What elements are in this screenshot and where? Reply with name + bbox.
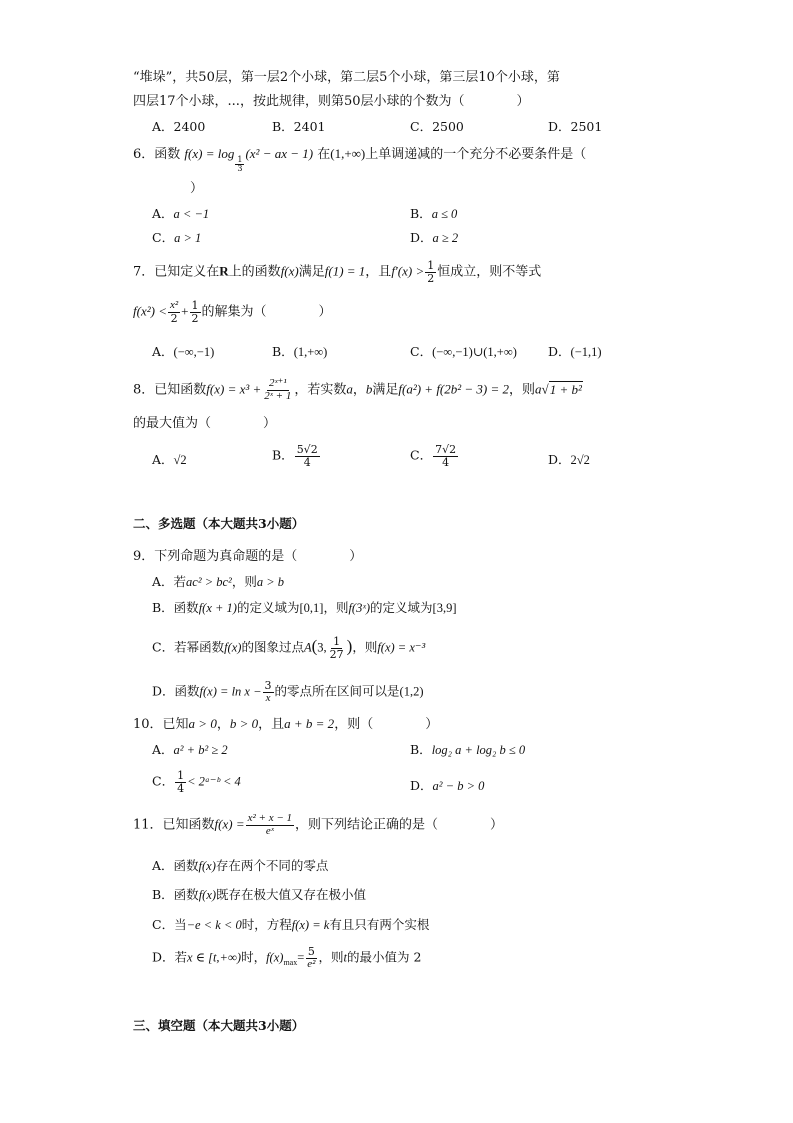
q5-option-b: B．2401 <box>272 119 326 134</box>
q8-option-a: A．√2 <box>152 452 187 467</box>
q10-option-c: C． $\frac{1}{4}$ < 2ᵃ⁻ᵇ < 4 <box>152 769 241 795</box>
q6-text: 在 <box>317 147 331 162</box>
q6-stem <box>133 146 586 173</box>
q5-option-a: A．2400 <box>152 119 206 134</box>
q11-option-b: B．函数f(x)既存在极大值又存在极小值 <box>152 887 367 902</box>
q6-option-d: D．a ≥ 2 <box>410 230 459 245</box>
q6-option-b: B．a ≤ 0 <box>410 206 458 221</box>
q5-line1: “堆垛”，共50层，第一层2个小球，第二层5个小球，第三层10个小球，第 <box>133 70 560 85</box>
q7-inequality: f(x²) < $\frac{\text{x²}}{2}$ + $\frac{1}{2}$ 的解集为（ ） <box>133 299 332 325</box>
q9-option-b: B．函数f(x + 1)的定义域为[0,1]，则f(3ˣ)的定义域为[3,9] <box>152 600 457 615</box>
q9-stem: 9．下列命题为真命题的是（ ） <box>133 549 363 564</box>
q11-option-c: C．当−e < k < 0时，方程f(x) = k有且只有两个实根 <box>152 917 430 932</box>
q9-option-c: C．若幂函数f(x)的图象过点A(3, $\frac{1}{27}$ )，则f(x) = x⁻³ <box>152 635 426 661</box>
q6-num: 6．函数 <box>133 147 181 162</box>
q6-interval: (1,+∞) <box>330 146 366 161</box>
q11-stem: 11．已知函数f(x) = $\frac{\text{x² + x − 1}}{\text{eˣ}}$ ，则下列结论正确的是（ ） <box>133 812 504 837</box>
q10-option-d: D．a² − b > 0 <box>410 778 485 793</box>
q10-option-b: B．log₂ a + log₂ b ≤ 0 <box>410 742 526 757</box>
q6-tail: 上单调递减的一个充分不必要条件是（ <box>365 147 587 162</box>
q9-option-d: D．函数f(x) = ln x − $\frac{3}{x}$ 的零点所在区间可以是(1,2) <box>152 679 424 704</box>
q6-function: f(x) = log <box>184 146 235 161</box>
q9-option-a: A．若ac² > bc²，则a > b <box>152 574 285 589</box>
section-heading-multiple-choice: 二、多选题（本大题共3小题） <box>133 516 305 531</box>
q7-option-c: C．(−∞,−1)∪(1,+∞) <box>410 344 517 359</box>
q11-option-a: A．函数f(x)存在两个不同的零点 <box>152 858 329 873</box>
q7-option-a: A．(−∞,−1) <box>152 344 215 359</box>
q10-option-a: A．a² + b² ≥ 2 <box>152 742 228 757</box>
q5-line2: 四层17个小球，...，按此规律，则第50层小球的个数为（ ） <box>133 94 530 109</box>
q6-option-c: C．a > 1 <box>152 230 202 245</box>
q8-option-b: B． $\frac{5√2}{4}$ <box>272 443 318 469</box>
q5-option-c: C．2500 <box>410 119 464 134</box>
q8-stem: 8．已知函数f(x) = x³ + $\frac{\text{2ˣ⁺¹}}{\text{2ˣ + 1}}$ ，若实数a，b满足f(a²) + f(2b² − 3) = 2，则a√1 + b² <box>133 377 582 402</box>
q5-option-d: D．2501 <box>548 119 603 134</box>
q8-line2: 的最大值为（ ） <box>133 416 277 431</box>
q6-close-paren: ） <box>190 181 204 196</box>
q8-option-d: D．2√2 <box>548 452 590 467</box>
section-heading-fill-in: 三、填空题（本大题共3小题） <box>133 1018 305 1033</box>
q6-log-base: $\frac{1}{3}$ <box>237 154 243 173</box>
q6-option-a: A．a < −1 <box>152 206 210 221</box>
q7-stem: 7．已知定义在R上的函数f(x)满足f(1) = 1，且f′(x) > $\frac{1}{2}$ 恒成立，则不等式 <box>133 259 542 285</box>
q8-option-c: C． $\frac{7√2}{4}$ <box>410 443 457 469</box>
q7-option-b: B．(1,+∞) <box>272 344 328 359</box>
q6-log-arg: (x² − ax − 1) <box>245 146 314 161</box>
q11-option-d: D．若x ∈ [t,+∞)时，$f(x)_{max}=$ $\frac{5}{\text{e²}}$ ，则t的最小值为 2 <box>152 945 422 970</box>
q7-option-d: D．(−1,1) <box>548 344 602 359</box>
q10-stem: 10．已知a > 0，b > 0，且a + b = 2，则（ ） <box>133 716 439 732</box>
